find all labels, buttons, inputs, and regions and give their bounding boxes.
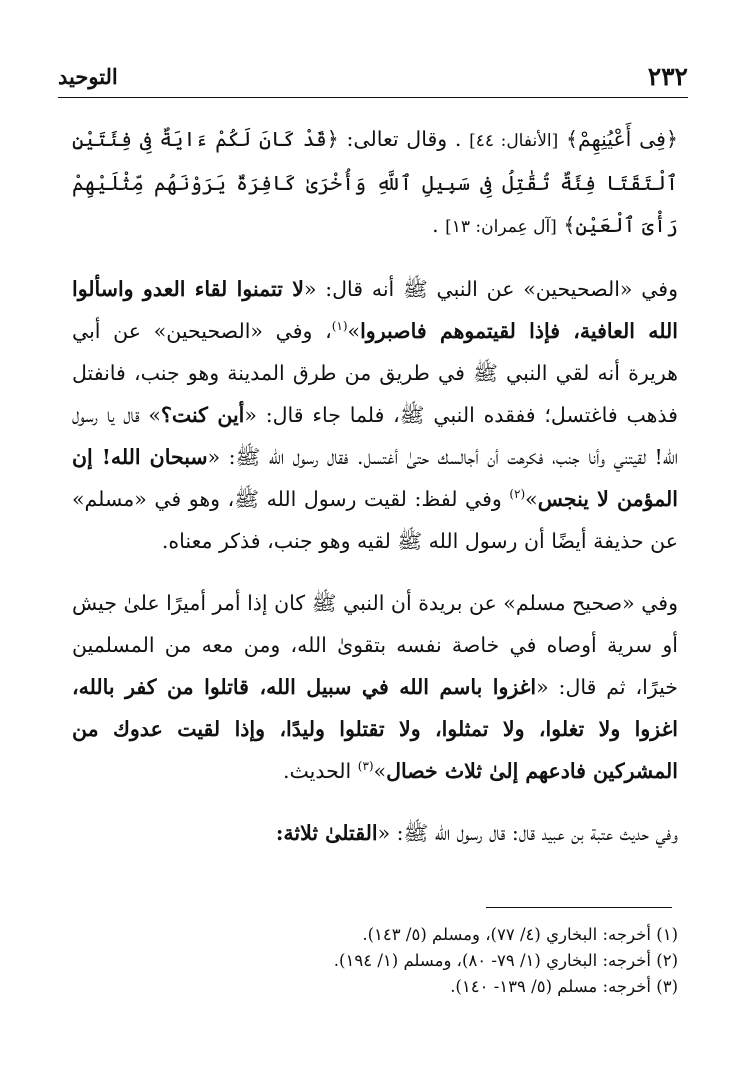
hadith-quote-3: سبحان الله! إن المؤمن لا ينجس [72,445,678,511]
footnotes [72,922,678,1000]
text-segment: وفي حديث عتبة بن عبيد قال: قال رسول الله ﷺ: « [377,821,678,845]
page-number: ٢٣٢ [647,62,688,91]
text-segment: » [525,487,538,511]
page-header [58,58,688,98]
hadith-quote-1: لا تتمنوا لقاء العدو واسألوا الله العافية، فإذا لقيتموهم فاصبروا [72,277,678,343]
footnote-1: (١) أخرجه: البخاري (٤/ ٧٧)، ومسلم (٥/ ١٤٣). [362,925,678,944]
quran-verse-2: ﴿قَدْ كَانَ لَكُمْ ءَايَةٌ فِى فِئَتَيْنِ ٱلْتَقَتَا فِئَةٌ تُقَٰتِلُ فِى سَبِيلِ ٱللَّهِ وَأُخْرَىٰ كَافِرَةٌ يَرَوْنَهُم مِّثْلَيْهِمْ رَأْىَ ٱلْعَيْنِ﴾ [72,127,678,237]
paragraph-quran-verses [72,118,678,248]
footnote-3: (٣) أخرجه: مسلم (٥/ ١٣٩- ١٤٠). [450,977,678,996]
footnote-marker-3: (٣) [357,759,374,774]
paragraph-sahih-muslim [72,582,678,792]
text-segment: » [373,759,387,783]
verse-ref-1: [الأنفال: ٤٤] [469,131,559,151]
running-title: التوحيد [58,64,118,89]
text-segment: وفي «صحيح مسلم» عن بريدة أن النبي ﷺ كان إذا أمر أميرًا علىٰ جيش أو سرية أوصاه في خاصة نفسه بتقوىٰ الله، ومن معه من المسلمين خيرًا، ثم قال: « [72,591,678,699]
text-segment: . [432,213,446,237]
text-segment: » قال يا رسول الله! لقيتني وأنا جنب، فكرهت أن أجالسك حتىٰ أغتسل. فقال رسول الله ﷺ: « [72,403,679,469]
footnote-marker-2: (٢) [509,487,526,502]
paragraph-utba [72,812,678,854]
footnote-marker-1: (١) [331,319,348,334]
text-segment: وفي «الصحيحين» عن النبي ﷺ أنه قال: « [303,277,678,301]
quran-verse-1: ﴿فِى أَعْيُنِهِمْ﴾ [565,127,678,151]
footnote-2: (٢) أخرجه: البخاري (١/ ٧٩- ٨٠)، ومسلم (١/ ١٩٤). [333,951,678,970]
text-segment: » [347,319,361,343]
hadith-quote-2: أين كنت؟ [160,403,245,427]
hadith-quote-5: القتلىٰ ثلاثة: [275,821,378,845]
footnote-rule [486,907,672,908]
body-text [72,118,678,874]
text-segment: وفي لفظ: لقيت رسول الله ﷺ، وهو في «مسلم» عن حذيفة أيضًا أن رسول الله ﷺ لقيه وهو جنب، فذكر معناه. [72,487,678,553]
header-rule [58,97,688,98]
text-segment: الحديث. [282,759,358,783]
paragraph-sahihayn [72,268,678,562]
verse-ref-2: [آل عِمران: ١٣] [445,217,557,237]
text-segment: ، وفي «الصحيحين» عن أبي هريرة أنه لقي النبي ﷺ في طريق من طرق المدينة وهو جنب، فانفتل فذهب فاغتسل؛ ففقده النبي ﷺ، فلما جاء قال: « [72,319,678,427]
hadith-quote-4: اغزوا باسم الله في سبيل الله، قاتلوا من كفر بالله، اغزوا ولا تغلوا، ولا تمثلوا، ولا تقتلوا وليدًا، وإذا لقيت عدوك من المشركين فادعهم إلىٰ ثلاث خصال [72,675,678,783]
text-segment: . وقال تعالى: [338,127,470,151]
